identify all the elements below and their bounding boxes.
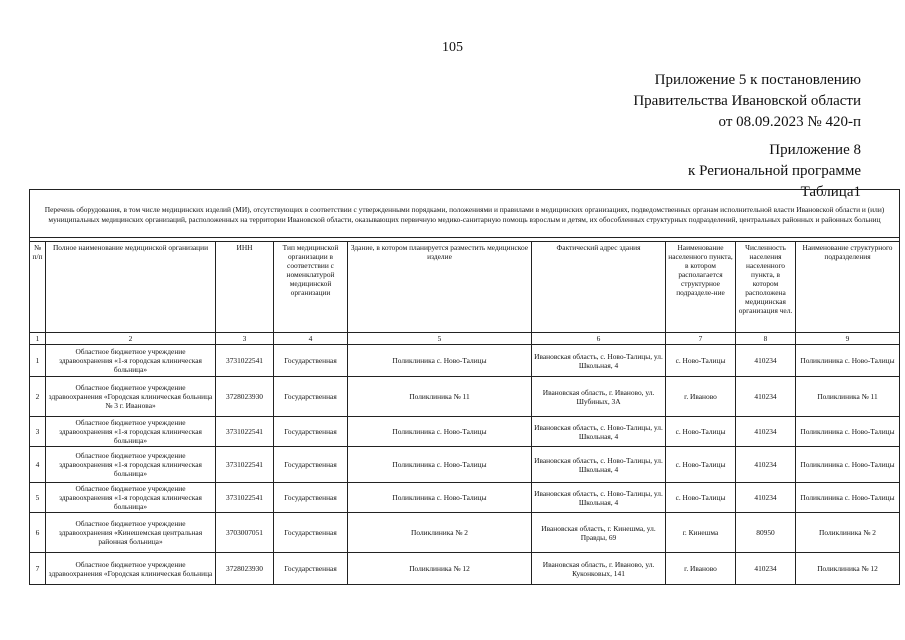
org-name-cell: Областное бюджетное учреждение здравоохранения «1-я городская клиническая больница» — [46, 483, 216, 513]
address-cell: Ивановская область, с. Ново-Талицы, ул. Школьная, 4 — [532, 345, 666, 377]
population-cell: 410234 — [736, 483, 796, 513]
address-cell: Ивановская область, с. Ново-Талицы, ул. Школьная, 4 — [532, 417, 666, 447]
population-cell: 410234 — [736, 345, 796, 377]
column-header: № п/п — [30, 242, 46, 333]
column-header: Здание, в котором планируется разместить медицинское изделие — [348, 242, 532, 333]
org-type-cell: Государственная — [274, 345, 348, 377]
table-row — [30, 513, 900, 553]
unit-name-cell: Поликлиника № 12 — [796, 553, 900, 585]
appendix-header-line: Правительства Ивановской области — [633, 93, 861, 109]
column-number: 2 — [46, 333, 216, 345]
org-type-cell: Государственная — [274, 447, 348, 483]
unit-name-cell: Поликлиника с. Ново-Талицы — [796, 345, 900, 377]
org-name-cell: Областное бюджетное учреждение здравоохранения «1-я городская клиническая больница» — [46, 417, 216, 447]
building-cell: Поликлиника с. Ново-Талицы — [348, 483, 532, 513]
org-type-cell: Государственная — [274, 513, 348, 553]
inn-cell: 3731022541 — [216, 447, 274, 483]
building-cell: Поликлиника с. Ново-Талицы — [348, 417, 532, 447]
org-type-cell: Государственная — [274, 553, 348, 585]
population-cell: 80950 — [736, 513, 796, 553]
column-number: 7 — [666, 333, 736, 345]
address-cell: Ивановская область, г. Иваново, ул. Шубиных, 3А — [532, 377, 666, 417]
address-cell: Ивановская область, с. Ново-Талицы, ул. Школьная, 4 — [532, 447, 666, 483]
org-name-cell: Областное бюджетное учреждение здравоохранения «1-я городская клиническая больница» — [46, 447, 216, 483]
locality-cell: г. Кинешма — [666, 513, 736, 553]
row-number-cell: 3 — [30, 417, 46, 447]
column-header: Численность населения населенного пункта, в котором расположена медицинская организация чел. — [736, 242, 796, 333]
column-header: Полное наименование медицинской организации — [46, 242, 216, 333]
appendix-header-decree — [633, 70, 861, 133]
column-number: 6 — [532, 333, 666, 345]
inn-cell: 3731022541 — [216, 483, 274, 513]
column-header: ИНН — [216, 242, 274, 333]
locality-cell: с. Ново-Талицы — [666, 345, 736, 377]
row-number-cell: 7 — [30, 553, 46, 585]
org-name-cell: Областное бюджетное учреждение здравоохранения «1-я городская клиническая больница» — [46, 345, 216, 377]
row-number-cell: 5 — [30, 483, 46, 513]
column-header: Фактический адрес здания — [532, 242, 666, 333]
locality-cell: г. Иваново — [666, 377, 736, 417]
table-row — [30, 553, 900, 585]
inn-cell: 3703007051 — [216, 513, 274, 553]
row-number-cell: 2 — [30, 377, 46, 417]
building-cell: Поликлиника с. Ново-Талицы — [348, 447, 532, 483]
unit-name-cell: Поликлиника № 11 — [796, 377, 900, 417]
org-name-cell: Областное бюджетное учреждение здравоохранения «Городская клиническая больница — [46, 553, 216, 585]
row-number-cell: 4 — [30, 447, 46, 483]
column-header: Наименование структурного подразделения — [796, 242, 900, 333]
building-cell: Поликлиника № 11 — [348, 377, 532, 417]
locality-cell: с. Ново-Талицы — [666, 447, 736, 483]
unit-name-cell: Поликлиника № 2 — [796, 513, 900, 553]
table-caption: Перечень оборудования, в том числе медицинских изделий (МИ), отсутствующих в соответствии с утвержденными порядками, положениями и правилами в медицинских организациях, подведомственных органам исполнительной власти Ивановской области и (или) муниципальных медицинских организаций, расположенных на территории Ивановской области, оказывающих первичную медико-санитарную помощь взрослым и детям, их обособленных структурных подразделений, центральных районных и районных больниц — [30, 190, 900, 238]
column-number: 3 — [216, 333, 274, 345]
unit-name-cell: Поликлиника с. Ново-Талицы — [796, 417, 900, 447]
address-cell: Ивановская область, г. Кинешма, ул. Правды, 69 — [532, 513, 666, 553]
column-number: 4 — [274, 333, 348, 345]
locality-cell: г. Иваново — [666, 553, 736, 585]
appendix-header-line: от 08.09.2023 № 420-п — [718, 114, 861, 130]
column-number: 9 — [796, 333, 900, 345]
address-cell: Ивановская область, г. Иваново, ул. Куконковых, 141 — [532, 553, 666, 585]
org-name-cell: Областное бюджетное учреждение здравоохранения «Городская клиническая больница № 3 г. Иванова» — [46, 377, 216, 417]
org-type-cell: Государственная — [274, 377, 348, 417]
building-cell: Поликлиника с. Ново-Талицы — [348, 345, 532, 377]
inn-cell: 3728023930 — [216, 377, 274, 417]
table-row — [30, 447, 900, 483]
unit-name-cell: Поликлиника с. Ново-Талицы — [796, 483, 900, 513]
org-name-cell: Областное бюджетное учреждение здравоохранения «Кинешемская центральная районная больница» — [46, 513, 216, 553]
table-row — [30, 377, 900, 417]
table-label: Таблица1 — [800, 184, 861, 200]
inn-cell: 3731022541 — [216, 345, 274, 377]
appendix-header-line: Приложение 5 к постановлению — [654, 72, 861, 88]
column-header: Наименование населенного пункта, в котором располагается структурное подразделе-ние — [666, 242, 736, 333]
row-number-cell: 1 — [30, 345, 46, 377]
building-cell: Поликлиника № 2 — [348, 513, 532, 553]
locality-cell: с. Ново-Талицы — [666, 483, 736, 513]
appendix-header-line: Приложение 8 — [769, 142, 861, 158]
population-cell: 410234 — [736, 417, 796, 447]
row-number-cell: 6 — [30, 513, 46, 553]
population-cell: 410234 — [736, 377, 796, 417]
address-cell: Ивановская область, с. Ново-Талицы, ул. Школьная, 4 — [532, 483, 666, 513]
equipment-table-container — [29, 189, 895, 585]
column-number: 1 — [30, 333, 46, 345]
appendix-header-line: к Региональной программе — [688, 163, 861, 179]
inn-cell: 3731022541 — [216, 417, 274, 447]
column-number: 5 — [348, 333, 532, 345]
page-number: 105 — [442, 40, 463, 55]
table-row — [30, 483, 900, 513]
population-cell: 410234 — [736, 553, 796, 585]
equipment-table — [29, 189, 900, 585]
locality-cell: с. Ново-Талицы — [666, 417, 736, 447]
unit-name-cell: Поликлиника с. Ново-Талицы — [796, 447, 900, 483]
org-type-cell: Государственная — [274, 483, 348, 513]
table-row — [30, 345, 900, 377]
column-number: 8 — [736, 333, 796, 345]
org-type-cell: Государственная — [274, 417, 348, 447]
population-cell: 410234 — [736, 447, 796, 483]
building-cell: Поликлиника № 12 — [348, 553, 532, 585]
inn-cell: 3728023930 — [216, 553, 274, 585]
column-header: Тип медицинской организации в соответствии с номенклатурой медицинской организации — [274, 242, 348, 333]
table-row — [30, 417, 900, 447]
